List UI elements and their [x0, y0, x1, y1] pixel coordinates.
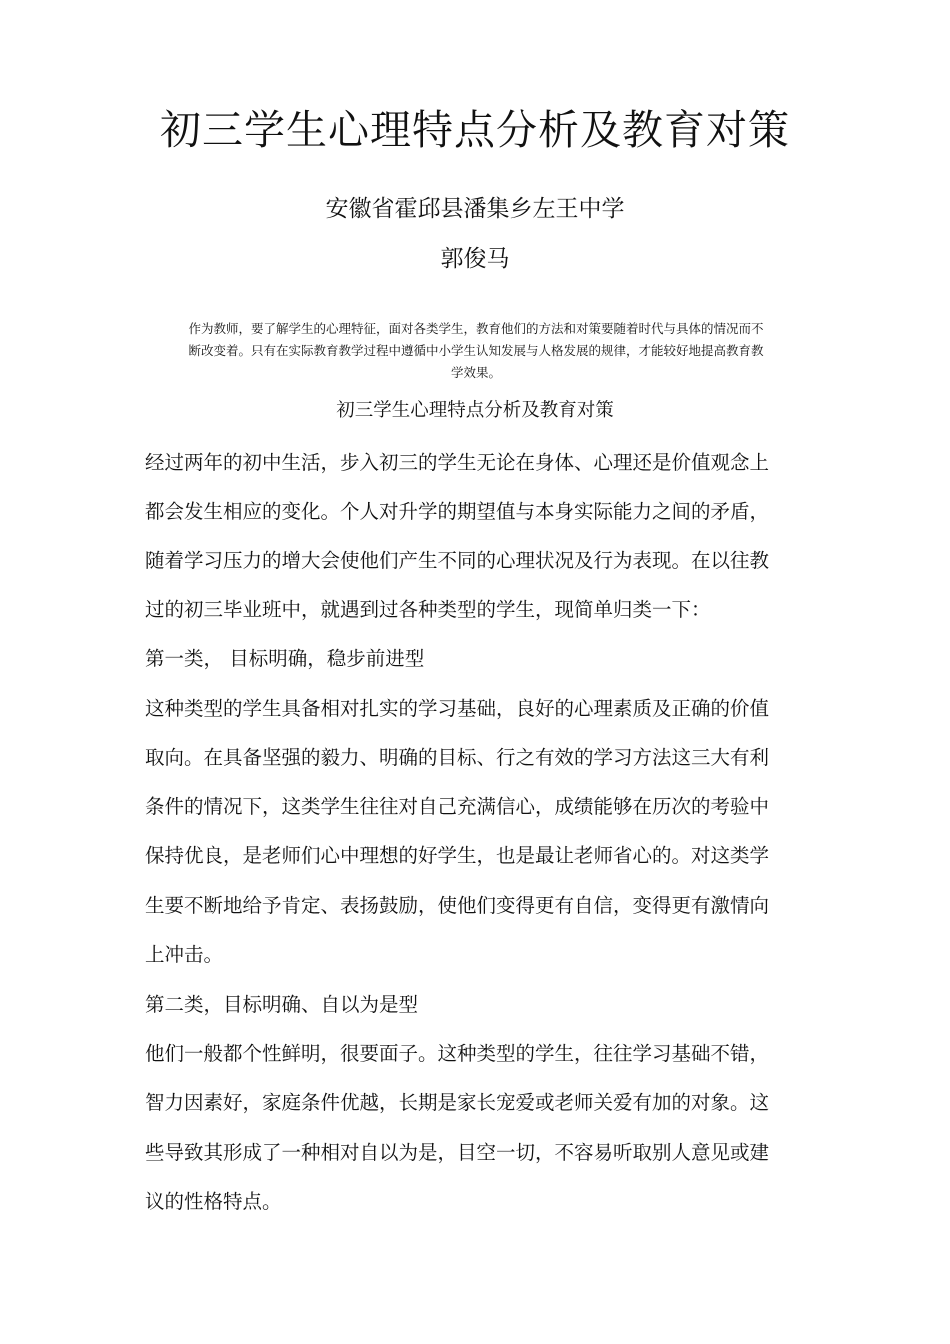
body-line: 都会发生相应的变化。个人对升学的期望值与本身实际能力之间的矛盾， — [145, 500, 770, 523]
author-name: 郭俊马 — [440, 246, 510, 272]
document-title: 初三学生心理特点分析及教育对策 — [160, 106, 790, 154]
body-line: 生要不断地给予肯定、表扬鼓励，使他们变得更有自信，变得更有激情向 — [145, 894, 770, 917]
body-line: 经过两年的初中生活，步入初三的学生无论在身体、心理还是价值观念上 — [145, 451, 770, 474]
category-heading: 第二类，目标明确、自以为是型 — [145, 993, 419, 1016]
abstract-line: 断改变着。只有在实际教育教学过程中遵循中小学生认知发展与人格发展的规律，才能较好地提高教育教 — [188, 343, 764, 358]
body-line: 他们一般都个性鲜明，很要面子。这种类型的学生，往往学习基础不错， — [145, 1042, 770, 1065]
abstract-line: 学效果。 — [450, 365, 501, 380]
body-line: 议的性格特点。 — [145, 1190, 282, 1213]
body-line: 保持优良，是老师们心中理想的好学生，也是最让老师省心的。对这类学 — [145, 844, 770, 867]
category-heading: 第一类， 目标明确，稳步前进型 — [145, 647, 425, 670]
abstract — [140, 318, 812, 384]
body-line: 条件的情况下，这类学生往往对自己充满信心，成绩能够在历次的考验中 — [145, 795, 770, 818]
body-line: 这种类型的学生具备相对扎实的学习基础，良好的心理素质及正确的价值 — [145, 697, 770, 720]
abstract-line: 作为教师，要了解学生的心理特征，面对各类学生，教育他们的方法和对策要随着时代与具体的情况而不 — [188, 321, 764, 336]
body-line: 智力因素好，家庭条件优越，长期是家长宠爱或老师关爱有加的对象。这 — [145, 1091, 770, 1114]
section-subtitle: 初三学生心理特点分析及教育对策 — [336, 400, 614, 421]
school-name: 安徽省霍邱县潘集乡左王中学 — [325, 196, 625, 222]
body-line: 上冲击。 — [145, 943, 224, 966]
body-line: 过的初三毕业班中，就遇到过各种类型的学生，现简单归类一下： — [145, 598, 711, 621]
body-line: 随着学习压力的增大会使他们产生不同的心理状况及行为表现。在以往教 — [145, 549, 770, 572]
body-line: 些导致其形成了一种相对自以为是，目空一切，不容易听取别人意见或建 — [145, 1141, 770, 1164]
body-line: 取向。在具备坚强的毅力、明确的目标、行之有效的学习方法这三大有利 — [145, 746, 770, 769]
